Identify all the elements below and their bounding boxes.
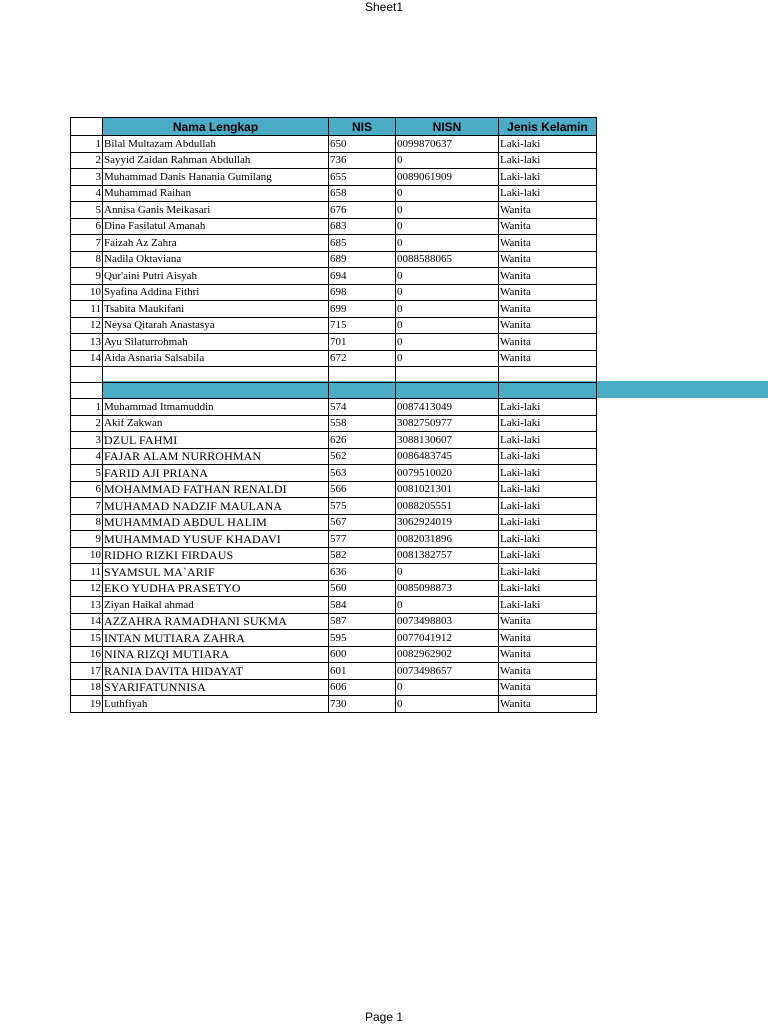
student-nis: 626 <box>329 432 396 449</box>
row-number: 6 <box>71 481 103 498</box>
student-name: INTAN MUTIARA ZAHRA <box>103 630 329 647</box>
table-row <box>71 169 597 186</box>
student-gender: Wanita <box>499 202 597 219</box>
table-row <box>71 448 597 465</box>
student-nisn: 0 <box>396 350 499 367</box>
student-nisn: 3082750977 <box>396 415 499 432</box>
student-nisn: 0087413049 <box>396 399 499 416</box>
student-nis: 566 <box>329 481 396 498</box>
student-gender: Wanita <box>499 350 597 367</box>
table-row <box>71 465 597 482</box>
table-row <box>71 547 597 564</box>
blank-row <box>71 367 597 383</box>
student-gender: Wanita <box>499 630 597 647</box>
student-nisn: 0081382757 <box>396 547 499 564</box>
table-row <box>71 679 597 696</box>
student-nis: 595 <box>329 630 396 647</box>
sheet-title: Sheet1 <box>364 0 404 14</box>
student-nis: 689 <box>329 251 396 268</box>
table-row <box>71 415 597 432</box>
row-number: 12 <box>71 317 103 334</box>
student-nisn: 0 <box>396 301 499 318</box>
table-row <box>71 218 597 235</box>
student-nis: 694 <box>329 268 396 285</box>
student-name: Neysa Qitarah Anastasya <box>103 317 329 334</box>
student-nis: 715 <box>329 317 396 334</box>
student-nisn: 0 <box>396 185 499 202</box>
row-number: 16 <box>71 646 103 663</box>
student-nisn: 0 <box>396 679 499 696</box>
header-number <box>71 118 103 136</box>
student-gender: Laki-laki <box>499 415 597 432</box>
student-nisn: 0088205551 <box>396 498 499 515</box>
student-gender: Laki-laki <box>499 169 597 186</box>
row-number: 1 <box>71 136 103 153</box>
student-nis: 560 <box>329 580 396 597</box>
table-row <box>71 531 597 548</box>
row-number: 17 <box>71 663 103 680</box>
student-nisn: 0 <box>396 284 499 301</box>
student-gender: Laki-laki <box>499 399 597 416</box>
student-name: Ayu Silaturrohmah <box>103 334 329 351</box>
group1-rows <box>71 136 597 367</box>
row-number: 3 <box>71 432 103 449</box>
table-row <box>71 268 597 285</box>
student-gender: Laki-laki <box>499 185 597 202</box>
student-gender: Laki-laki <box>499 531 597 548</box>
row-number: 14 <box>71 350 103 367</box>
row-number: 12 <box>71 580 103 597</box>
student-name: MUHAMMAD ABDUL HALIM <box>103 514 329 531</box>
table-row <box>71 251 597 268</box>
row-number: 10 <box>71 284 103 301</box>
student-nis: 600 <box>329 646 396 663</box>
blank-row <box>71 383 597 399</box>
table-row <box>71 399 597 416</box>
student-nisn: 0 <box>396 696 499 713</box>
header-nis: NIS <box>329 118 396 136</box>
student-gender: Laki-laki <box>499 580 597 597</box>
student-nisn: 0 <box>396 152 499 169</box>
student-name: RANIA DAVITA HIDAYAT <box>103 663 329 680</box>
row-number: 13 <box>71 597 103 614</box>
student-nis: 567 <box>329 514 396 531</box>
table-row <box>71 613 597 630</box>
row-number: 19 <box>71 696 103 713</box>
row-number: 2 <box>71 152 103 169</box>
student-gender: Wanita <box>499 646 597 663</box>
student-name: Annisa Ganis Meikasari <box>103 202 329 219</box>
row-number: 5 <box>71 465 103 482</box>
student-nis: 577 <box>329 531 396 548</box>
student-name: SYARIFATUNNISA <box>103 679 329 696</box>
student-gender: Wanita <box>499 301 597 318</box>
student-table <box>70 117 597 713</box>
student-nis: 636 <box>329 564 396 581</box>
student-nisn: 0082031896 <box>396 531 499 548</box>
student-gender: Wanita <box>499 251 597 268</box>
student-nisn: 0085098873 <box>396 580 499 597</box>
student-gender: Wanita <box>499 317 597 334</box>
student-nisn: 0099870637 <box>396 136 499 153</box>
student-name: Nadila Oktaviana <box>103 251 329 268</box>
table-row <box>71 202 597 219</box>
student-nis: 606 <box>329 679 396 696</box>
table-row <box>71 301 597 318</box>
row-number: 11 <box>71 564 103 581</box>
student-name: Sayyid Zaidan Rahman Abdullah <box>103 152 329 169</box>
student-nis: 736 <box>329 152 396 169</box>
student-nis: 683 <box>329 218 396 235</box>
student-name: SYAMSUL MA`ARIF <box>103 564 329 581</box>
student-gender: Laki-laki <box>499 136 597 153</box>
row-number: 14 <box>71 613 103 630</box>
row-number: 18 <box>71 679 103 696</box>
student-nisn: 0 <box>396 597 499 614</box>
student-nisn: 0 <box>396 564 499 581</box>
row-number: 3 <box>71 169 103 186</box>
row-number: 15 <box>71 630 103 647</box>
student-name: Aida Asnaria Salsabila <box>103 350 329 367</box>
row-number: 13 <box>71 334 103 351</box>
table-row <box>71 136 597 153</box>
student-name: AZZAHRA RAMADHANI SUKMA <box>103 613 329 630</box>
student-nis: 584 <box>329 597 396 614</box>
student-nisn: 0 <box>396 235 499 252</box>
row-number: 1 <box>71 399 103 416</box>
student-name: MOHAMMAD FATHAN RENALDI <box>103 481 329 498</box>
student-gender: Laki-laki <box>499 465 597 482</box>
student-gender: Wanita <box>499 613 597 630</box>
student-name: Akif Zakwan <box>103 415 329 432</box>
student-nis: 582 <box>329 547 396 564</box>
row-number: 6 <box>71 218 103 235</box>
table-row <box>71 580 597 597</box>
row-number: 7 <box>71 498 103 515</box>
row-number: 8 <box>71 514 103 531</box>
table-row <box>71 564 597 581</box>
row-number: 2 <box>71 415 103 432</box>
student-nis: 587 <box>329 613 396 630</box>
student-nisn: 0073498803 <box>396 613 499 630</box>
student-nis: 562 <box>329 448 396 465</box>
row-number: 4 <box>71 448 103 465</box>
student-gender: Wanita <box>499 679 597 696</box>
table-row <box>71 663 597 680</box>
student-name: MUHAMAD NADZIF MAULANA <box>103 498 329 515</box>
student-name: NINA RIZQI MUTIARA <box>103 646 329 663</box>
table-row <box>71 646 597 663</box>
student-name: MUHAMMAD YUSUF KHADAVI <box>103 531 329 548</box>
student-gender: Laki-laki <box>499 514 597 531</box>
student-nisn: 0 <box>396 334 499 351</box>
student-nis: 676 <box>329 202 396 219</box>
student-gender: Laki-laki <box>499 597 597 614</box>
row-number: 9 <box>71 268 103 285</box>
table-row <box>71 152 597 169</box>
student-name: EKO YUDHA PRASETYO <box>103 580 329 597</box>
student-name: RIDHO RIZKI FIRDAUS <box>103 547 329 564</box>
student-nisn: 0 <box>396 268 499 285</box>
student-nis: 575 <box>329 498 396 515</box>
header-name: Nama Lengkap <box>103 118 329 136</box>
student-gender: Wanita <box>499 268 597 285</box>
student-name: Dina Fasilatul Amanah <box>103 218 329 235</box>
student-nis: 563 <box>329 465 396 482</box>
table-row <box>71 185 597 202</box>
student-nis: 730 <box>329 696 396 713</box>
student-name: Ziyan Haikal ahmad <box>103 597 329 614</box>
student-gender: Wanita <box>499 235 597 252</box>
row-number: 8 <box>71 251 103 268</box>
student-gender: Laki-laki <box>499 152 597 169</box>
group2-rows <box>71 399 597 713</box>
table-row <box>71 498 597 515</box>
student-nis: 658 <box>329 185 396 202</box>
student-name: Bilal Multazam Abdullah <box>103 136 329 153</box>
student-nisn: 0088588065 <box>396 251 499 268</box>
student-nisn: 0086483745 <box>396 448 499 465</box>
student-name: Syafina Addina Fithri <box>103 284 329 301</box>
header-row <box>71 118 597 136</box>
table-row <box>71 432 597 449</box>
student-gender: Wanita <box>499 334 597 351</box>
student-nisn: 3062924019 <box>396 514 499 531</box>
student-gender: Laki-laki <box>499 448 597 465</box>
student-nis: 701 <box>329 334 396 351</box>
table-row <box>71 334 597 351</box>
student-name: Muhammad Danis Hanania Gumilang <box>103 169 329 186</box>
student-nis: 655 <box>329 169 396 186</box>
student-nis: 574 <box>329 399 396 416</box>
student-name: FAJAR ALAM NURROHMAN <box>103 448 329 465</box>
table-row <box>71 630 597 647</box>
header-gender: Jenis Kelamin <box>499 118 597 136</box>
student-nisn: 0079510020 <box>396 465 499 482</box>
student-gender: Wanita <box>499 284 597 301</box>
student-nisn: 0073498657 <box>396 663 499 680</box>
student-nisn: 0 <box>396 218 499 235</box>
student-nis: 558 <box>329 415 396 432</box>
table-row <box>71 235 597 252</box>
student-nisn: 0 <box>396 202 499 219</box>
row-number: 10 <box>71 547 103 564</box>
student-nisn: 0081021301 <box>396 481 499 498</box>
table-row <box>71 696 597 713</box>
student-name: Luthfiyah <box>103 696 329 713</box>
table-row <box>71 481 597 498</box>
row-number: 7 <box>71 235 103 252</box>
table-row <box>71 597 597 614</box>
header-nisn: NISN <box>396 118 499 136</box>
student-nis: 698 <box>329 284 396 301</box>
table-row <box>71 317 597 334</box>
student-gender: Laki-laki <box>499 564 597 581</box>
student-gender: Laki-laki <box>499 498 597 515</box>
student-gender: Laki-laki <box>499 547 597 564</box>
row-number: 11 <box>71 301 103 318</box>
student-name: Faizah Az Zahra <box>103 235 329 252</box>
student-nisn: 0082962902 <box>396 646 499 663</box>
student-nisn: 0 <box>396 317 499 334</box>
student-name: DZUL FAHMI <box>103 432 329 449</box>
student-name: Muhammad Raihan <box>103 185 329 202</box>
student-nisn: 3088130607 <box>396 432 499 449</box>
student-nis: 601 <box>329 663 396 680</box>
student-gender: Laki-laki <box>499 432 597 449</box>
student-nis: 672 <box>329 350 396 367</box>
row-number: 4 <box>71 185 103 202</box>
student-name: Qur'aini Putri Aisyah <box>103 268 329 285</box>
row-number: 9 <box>71 531 103 548</box>
table-row <box>71 350 597 367</box>
student-nisn: 0089061909 <box>396 169 499 186</box>
page-footer: Page 1 <box>364 1010 404 1024</box>
student-nisn: 0077041912 <box>396 630 499 647</box>
table-row <box>71 284 597 301</box>
student-nis: 699 <box>329 301 396 318</box>
student-gender: Wanita <box>499 696 597 713</box>
table-row <box>71 514 597 531</box>
student-name: FARID AJI PRIANA <box>103 465 329 482</box>
spacer-rows <box>71 367 597 399</box>
student-nis: 685 <box>329 235 396 252</box>
student-name: Muhammad Itmamuddin <box>103 399 329 416</box>
student-gender: Wanita <box>499 218 597 235</box>
student-gender: Wanita <box>499 663 597 680</box>
student-name: Tsabita Maukifani <box>103 301 329 318</box>
student-nis: 650 <box>329 136 396 153</box>
student-gender: Laki-laki <box>499 481 597 498</box>
row-number: 5 <box>71 202 103 219</box>
